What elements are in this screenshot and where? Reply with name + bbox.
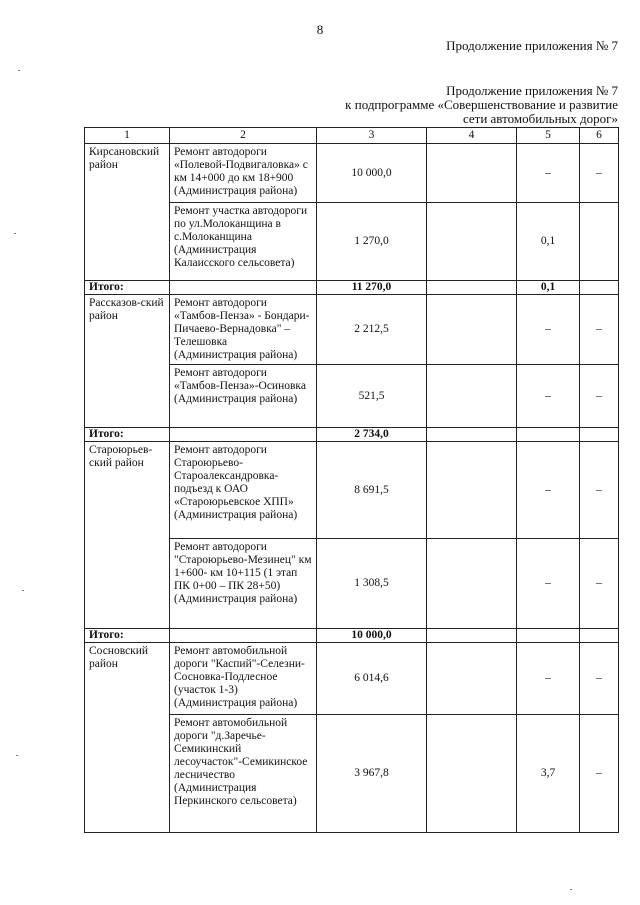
work-description: Ремонт автодороги «Тамбов-Пенза» - Бондари-Пичаево-Вернадовка" – Телешовка (Администрация района) [170, 295, 317, 365]
amount-cell: 3 967,8 [317, 715, 427, 833]
district-name: Рассказов-ский район [85, 295, 170, 428]
col4-cell [427, 144, 517, 203]
col5-cell: – [517, 295, 580, 365]
total-row [85, 281, 619, 295]
total-empty [427, 428, 517, 442]
col4-cell [427, 715, 517, 833]
col6-cell: – [580, 144, 619, 203]
col4-cell [427, 643, 517, 715]
total-row [85, 629, 619, 643]
total-label: Итого: [85, 629, 170, 643]
work-description: Ремонт автомобильной дороги "Каспий"-Селезни-Сосновка-Подлесное (участок 1-3) (Администрация района) [170, 643, 317, 715]
scan-speck [22, 590, 24, 591]
road-repair-table [84, 127, 619, 833]
page-number: 8 [316, 22, 324, 37]
work-description: Ремонт автодороги «Тамбов-Пенза»-Осиновка (Администрация района) [170, 365, 317, 428]
col6-cell: – [580, 442, 619, 539]
scan-speck [570, 889, 572, 890]
table-row [85, 643, 619, 715]
work-description: Ремонт автодороги «Полевой-Подвигаловка» с км 14+000 до км 18+900 (Администрация района) [170, 144, 317, 203]
amount-cell: 2 212,5 [317, 295, 427, 365]
col5-cell: – [517, 643, 580, 715]
col4-cell [427, 539, 517, 629]
col6-cell: – [580, 295, 619, 365]
work-description: Ремонт автомобильной дороги "д.Заречье-Семикинский лесоучасток"-Семикинское лесничество (Администрация Перкинского сельсовета) [170, 715, 317, 833]
col4-cell [427, 203, 517, 281]
column-number: 4 [427, 128, 517, 144]
table-row [85, 442, 619, 539]
appendix-header-line: к подпрограмме «Совершенствование и развитие [345, 97, 618, 112]
total-amount: 10 000,0 [317, 629, 427, 643]
work-description: Ремонт автодороги "Староюрьево-Мезинец" км 1+600- км 10+115 (1 этап ПК 0+00 – ПК 28+50) (Администрация района) [170, 539, 317, 629]
col5-cell: – [517, 539, 580, 629]
table-row [85, 144, 619, 203]
scan-speck [14, 233, 16, 234]
total-empty [427, 281, 517, 295]
column-number: 6 [580, 128, 619, 144]
total-label: Итого: [85, 428, 170, 442]
col6-cell: – [580, 643, 619, 715]
continuation-label: Продолжение приложения № 7 [446, 38, 618, 53]
district-name: Староюрьев-ский район [85, 442, 170, 629]
col5-cell: 0,1 [517, 203, 580, 281]
total-empty [170, 428, 317, 442]
amount-cell: 10 000,0 [317, 144, 427, 203]
column-number: 3 [317, 128, 427, 144]
amount-cell: 6 014,6 [317, 643, 427, 715]
total-empty [170, 629, 317, 643]
col5-cell: – [517, 442, 580, 539]
col5-cell: – [517, 144, 580, 203]
work-description: Ремонт участка автодороги по ул.Молоканщина в с.Молоканщина (Администрация Калаисского сельсовета) [170, 203, 317, 281]
total-amount: 2 734,0 [317, 428, 427, 442]
total-amount: 11 270,0 [317, 281, 427, 295]
col6-cell: – [580, 539, 619, 629]
column-number: 1 [85, 128, 170, 144]
column-number-row [85, 128, 619, 144]
amount-cell: 1 308,5 [317, 539, 427, 629]
column-number: 2 [170, 128, 317, 144]
amount-cell: 521,5 [317, 365, 427, 428]
total-empty [580, 428, 619, 442]
scan-speck [16, 755, 18, 756]
total-empty [580, 281, 619, 295]
total-col5: 0,1 [517, 281, 580, 295]
total-row [85, 428, 619, 442]
total-col5 [517, 428, 580, 442]
col4-cell [427, 365, 517, 428]
scan-speck [18, 70, 20, 71]
district-name: Кирсановский район [85, 144, 170, 281]
amount-cell: 8 691,5 [317, 442, 427, 539]
col4-cell [427, 442, 517, 539]
district-name: Сосновский район [85, 643, 170, 833]
col5-cell: 3,7 [517, 715, 580, 833]
total-empty [170, 281, 317, 295]
amount-cell: 1 270,0 [317, 203, 427, 281]
column-number: 5 [517, 128, 580, 144]
work-description: Ремонт автодороги Староюрьево-Староалександровка-подъезд к ОАО «Староюрьевское ХПП» (Администрация района) [170, 442, 317, 539]
total-label: Итого: [85, 281, 170, 295]
col6-cell: – [580, 715, 619, 833]
appendix-header [345, 84, 618, 126]
appendix-header-line: Продолжение приложения № 7 [446, 83, 618, 98]
table-row [85, 295, 619, 365]
appendix-header-line: сети автомобильных дорог» [462, 111, 618, 126]
col6-cell: – [580, 365, 619, 428]
col6-cell [580, 203, 619, 281]
total-empty [580, 629, 619, 643]
total-empty [427, 629, 517, 643]
col4-cell [427, 295, 517, 365]
col5-cell: – [517, 365, 580, 428]
total-col5 [517, 629, 580, 643]
